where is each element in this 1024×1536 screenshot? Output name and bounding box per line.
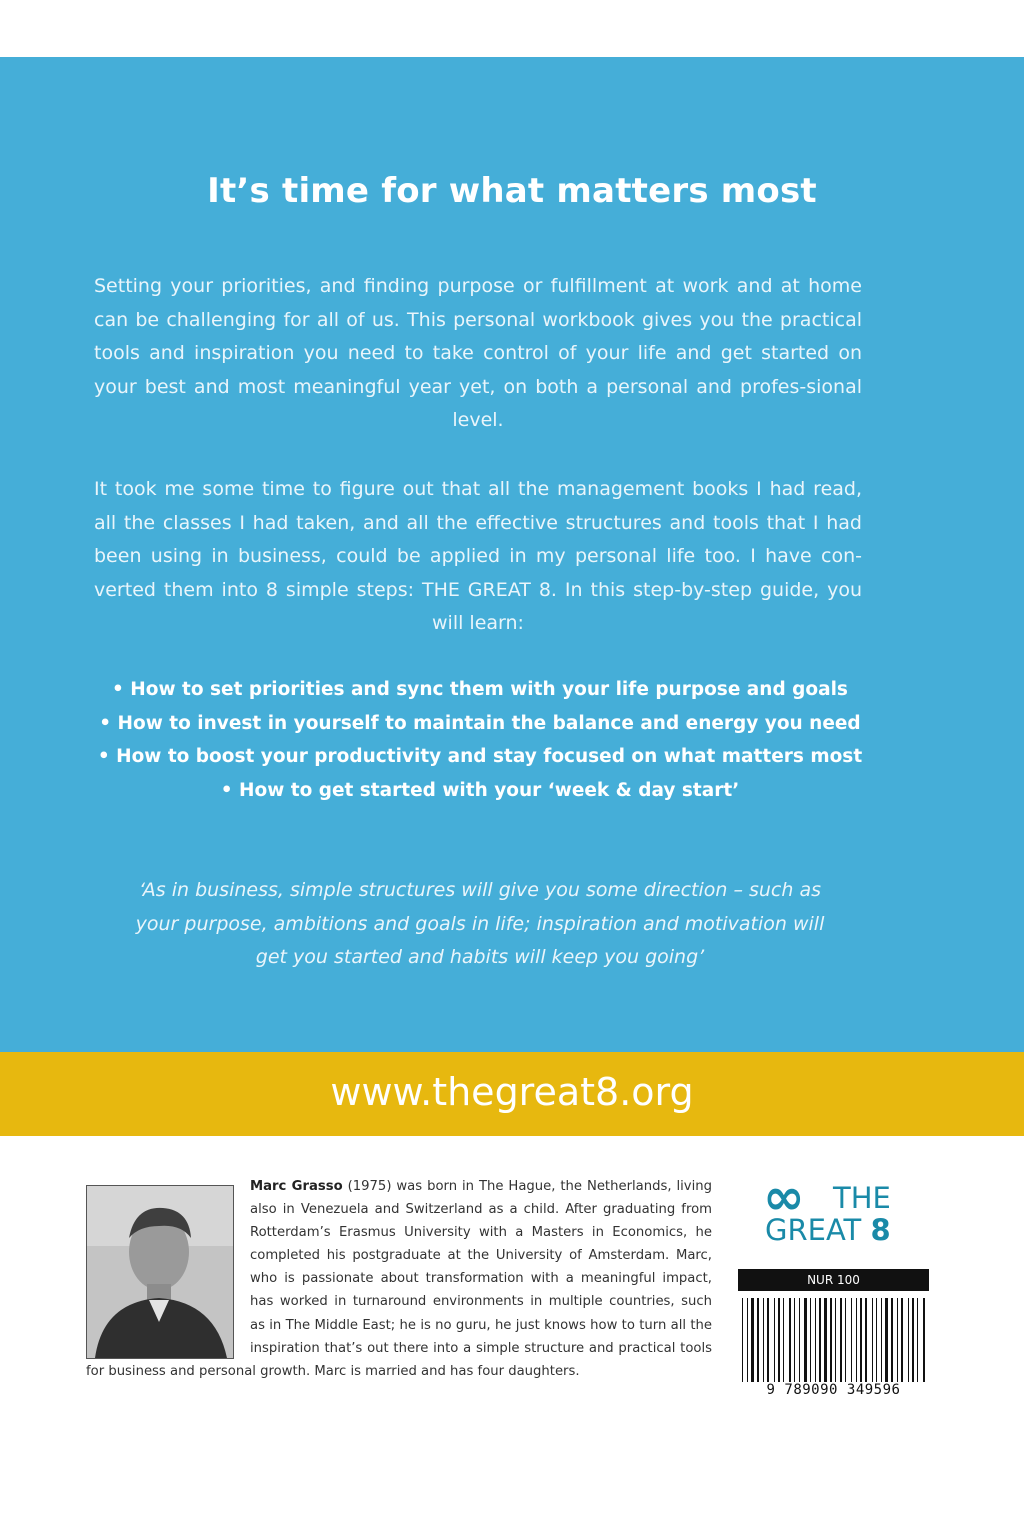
author-bio-text: (1975) was born in The Hague, the Netherlands, living also in Venezuela and Switzerland as a child. After graduating from Rotterdam’s Erasmus University with a Masters in Economics, he completed his postgraduate at the University of Amsterdam. Marc, who is passionate about transformation with a meaningful impact, has worked in turnaround environments in multiple countries, such as in The Middle East; he is no guru, he just knows how to turn all the inspiration that’s out there into a simple structure and practical tools for business and personal growth. Marc is married and has four daughters. xyxy=(86,1179,712,1379)
logo-line-2 xyxy=(765,1214,891,1246)
learning-bullets xyxy=(80,673,880,807)
isbn-number: 9 789090 349596 xyxy=(766,1382,901,1398)
logo-line-1: THE xyxy=(833,1181,891,1215)
logo-word-great: GREAT xyxy=(765,1213,862,1247)
author-photo xyxy=(86,1185,234,1359)
intro-paragraph: Setting your priorities, and finding purpose or fulfillment at work and at home can be challenging for all of us. This personal workbook gives you the practical tools and inspiration you need to take control of your life and get started on your best and most meaningful year yet, on both a personal and profes-sional level. xyxy=(94,275,862,432)
author-name: Marc Grasso xyxy=(250,1179,343,1194)
isbn-barcode xyxy=(738,1298,929,1382)
author-bio xyxy=(86,1175,712,1383)
the-great-8-logo xyxy=(763,1168,943,1250)
bullet-item: • How to set priorities and sync them with your life purpose and goals xyxy=(112,679,848,700)
author-quote: ‘As in business, simple structures will give you some direction – such as your purpose, ambitions and goals in life; inspiration and motivation will get you started and habits will keep you going’ xyxy=(135,879,825,969)
infinity-icon: ∞ xyxy=(763,1168,805,1226)
cover-title: It’s time for what matters most xyxy=(207,171,817,211)
bullet-item: • How to get started with your ‘week & day start’ xyxy=(220,779,740,801)
website-url: www.thegreat8.org xyxy=(330,1070,694,1114)
bullet-item: • How to boost your productivity and stay focused on what matters most xyxy=(97,746,863,768)
logo-number-8: 8 xyxy=(870,1213,891,1247)
story-paragraph: It took me some time to figure out that all the management books I had read, all the classes I had taken, and all the effective structures and tools that I had been using in business, could be applied in my personal life too. I have con-verted them into 8 simple steps: THE GREAT 8. In this step-by-step guide, you will learn: xyxy=(94,478,862,635)
bullet-item: • How to invest in yourself to maintain the balance and energy you need xyxy=(99,712,861,734)
nur-label: NUR 100 xyxy=(738,1269,929,1291)
